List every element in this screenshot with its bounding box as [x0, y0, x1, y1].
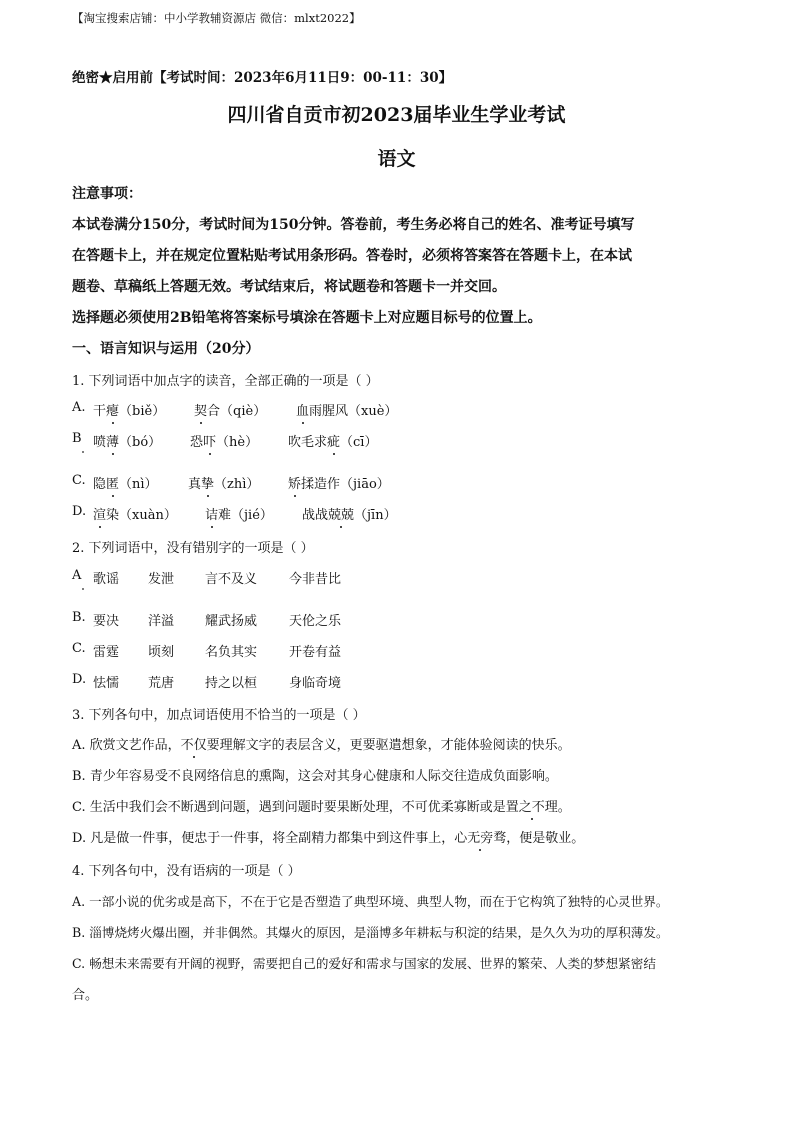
sentence-text: C. 生活中我们会不断遇到问题，遇到问题时要果断处理，不可优柔寡断或是	[72, 800, 506, 815]
dotted-char: 挚	[201, 473, 214, 492]
q3-option-d	[72, 827, 584, 846]
q2-a-word: 今非昔比	[289, 572, 342, 587]
word-text: 真	[188, 477, 202, 492]
option-label: D.	[72, 672, 87, 687]
q1-d-word-1	[93, 504, 177, 523]
q3-option-a	[72, 734, 571, 753]
pinyin: （bó）	[119, 435, 162, 450]
pinyin: （hè）	[216, 435, 259, 450]
word-text: 干	[93, 404, 107, 419]
dotted-char: 渲	[93, 504, 106, 523]
subject-title: 语文	[377, 148, 416, 170]
q3-stem: 3. 下列各句中，加点词语使用不恰当的一项是（ ）	[72, 708, 366, 723]
q4-option-c-line-2: 合。	[72, 988, 99, 1003]
option-label: D.	[72, 504, 87, 519]
word-text: 战战	[302, 508, 329, 523]
option-label: C.	[72, 473, 86, 488]
sentence-text: ，便是敬业。	[506, 831, 585, 846]
word-text: 喷	[93, 435, 107, 450]
dotted-char: 瘪	[106, 400, 119, 419]
q2-c-word: 顷刻	[148, 645, 175, 660]
option-label: A	[72, 568, 82, 583]
exam-title: 四川省自贡市初2023届毕业生学业考试	[227, 104, 566, 126]
option-label: C.	[72, 641, 86, 656]
q1-b-word-3	[288, 431, 377, 450]
pinyin: （nì）	[119, 477, 158, 492]
dotted-char: 薄	[106, 431, 119, 450]
q2-stem: 2. 下列词语中，没有错别字的一项是（ ）	[72, 541, 314, 556]
notice-line-2: 在答题卡上，并在规定位置粘贴考试用条形码。答卷时，必须将答案答在答题卡上，在本试	[72, 248, 632, 264]
dotted-char: 血	[296, 400, 309, 419]
q4-stem: 4. 下列各句中，没有语病的一项是（ ）	[72, 864, 301, 879]
notice-line-4: 选择题必须使用2B铅笔将答案标号填涂在答题卡上对应题目标号的位置上。	[72, 310, 542, 326]
pinyin: （zhì）	[214, 477, 260, 492]
q1-a-word-3	[296, 400, 397, 419]
q1-b-word-2	[190, 431, 258, 450]
word-text: 吹毛求	[288, 435, 328, 450]
pinyin: 难（jié）	[218, 508, 273, 523]
sentence-text: B. 青少年容易受不良网络信息的熏陶，这会对其身心健康和人际交往造成负面影响。	[72, 769, 558, 784]
q2-d-word: 持之以桓	[205, 676, 258, 691]
dotted-char: 匿	[106, 473, 119, 492]
q2-a-word: 歌谣	[93, 572, 120, 587]
q2-c-word: 雷霆	[93, 645, 120, 660]
dotted-char: 矫	[288, 473, 301, 492]
dotted-char: 吓	[203, 431, 216, 450]
q3-option-c	[72, 796, 571, 815]
notice-line-3: 题卷、草稿纸上答题无效。考试结束后，将试题卷和答题卡一并交回。	[72, 279, 506, 295]
q2-b-word: 天伦之乐	[289, 614, 342, 629]
q2-c-word: 开卷有益	[289, 645, 342, 660]
q1-a-word-2	[194, 400, 266, 419]
pinyin: 合（qiè）	[207, 404, 267, 419]
stray-dot	[82, 451, 84, 453]
q1-stem: 1. 下列词语中加点字的读音，全部正确的一项是（ ）	[72, 374, 379, 389]
q2-b-word: 洋溢	[148, 614, 175, 629]
dotted-char: 诘	[205, 504, 218, 523]
q2-a-word: 言不及义	[205, 572, 258, 587]
dotted-word: 心无旁骛	[454, 827, 506, 846]
q2-c-word: 名负其实	[205, 645, 258, 660]
q3-option-b	[72, 765, 558, 784]
dotted-char: 兢兢	[328, 504, 354, 523]
option-label: B.	[72, 610, 86, 625]
stray-dot	[82, 588, 84, 590]
dotted-word: 置之不理	[506, 796, 558, 815]
pinyin: 揉造作（jiāo）	[301, 477, 390, 492]
q1-a-word-1	[93, 400, 165, 419]
q1-c-word-2	[188, 473, 259, 492]
q1-d-word-3	[302, 504, 397, 523]
dotted-word: 不仅	[181, 734, 207, 753]
header-note: 【淘宝搜索店铺：中小学教辅资源店 微信：mlxt2022】	[72, 11, 361, 25]
q4-option-a: A. 一部小说的优劣或是高下，不在于它是否塑造了典型环境、典型人物，而在于它构筑了独特的心灵世界。	[72, 894, 669, 909]
q2-d-word: 怯懦	[93, 676, 120, 691]
pinyin: （cī）	[340, 435, 378, 450]
option-label: A.	[72, 400, 86, 415]
sentence-text: D. 凡是做一件事，便忠于一件事，将全副精力都集中到这件事上，	[72, 831, 455, 846]
q2-a-word: 发泄	[148, 572, 175, 587]
pinyin: 雨腥风（xuè）	[309, 404, 398, 419]
pinyin: （biě）	[119, 404, 166, 419]
dotted-char: 契	[194, 400, 207, 419]
word-text: 恐	[190, 435, 204, 450]
notice-line-1: 本试卷满分150分，考试时间为150分钟。答卷前，考生务必将自己的姓名、准考证号填写	[72, 217, 635, 233]
sentence-text: A. 欣赏文艺作品，	[72, 738, 181, 753]
sentence-text: 。	[557, 800, 571, 815]
q1-d-word-2	[205, 504, 273, 523]
confidential-line: 绝密★启用前【考试时间：2023年6月11日9：00-11：30】	[72, 70, 453, 86]
dotted-char: 疵	[327, 431, 340, 450]
q2-d-word: 身临奇境	[289, 676, 342, 691]
pinyin: （jīn）	[354, 508, 397, 523]
word-text: 隐	[93, 477, 107, 492]
q4-option-b: B. 淄博烧烤火爆出圈，并非偶然。其爆火的原因，是淄博多年耕耘与积淀的结果，是久久为功的厚积薄发。	[72, 925, 669, 940]
option-label: B	[72, 431, 82, 446]
q1-c-word-3	[288, 473, 390, 492]
sentence-text: 要理解文字的表层含义，更要驱遣想象，才能体验阅读的快乐。	[206, 738, 571, 753]
section-heading: 一、语言知识与运用（20分）	[72, 341, 260, 357]
q2-b-word: 耀武扬威	[205, 614, 258, 629]
notice-heading: 注意事项：	[72, 186, 142, 202]
q4-option-c-line-1: C. 畅想未来需要有开阔的视野，需要把自己的爱好和需求与国家的发展、世界的繁荣、人类的梦想紧密结	[72, 956, 656, 971]
q2-b-word: 要决	[93, 614, 120, 629]
q2-d-word: 荒唐	[148, 676, 175, 691]
q1-b-word-1	[93, 431, 161, 450]
pinyin: 染（xuàn）	[106, 508, 177, 523]
q1-c-word-1	[93, 473, 158, 492]
